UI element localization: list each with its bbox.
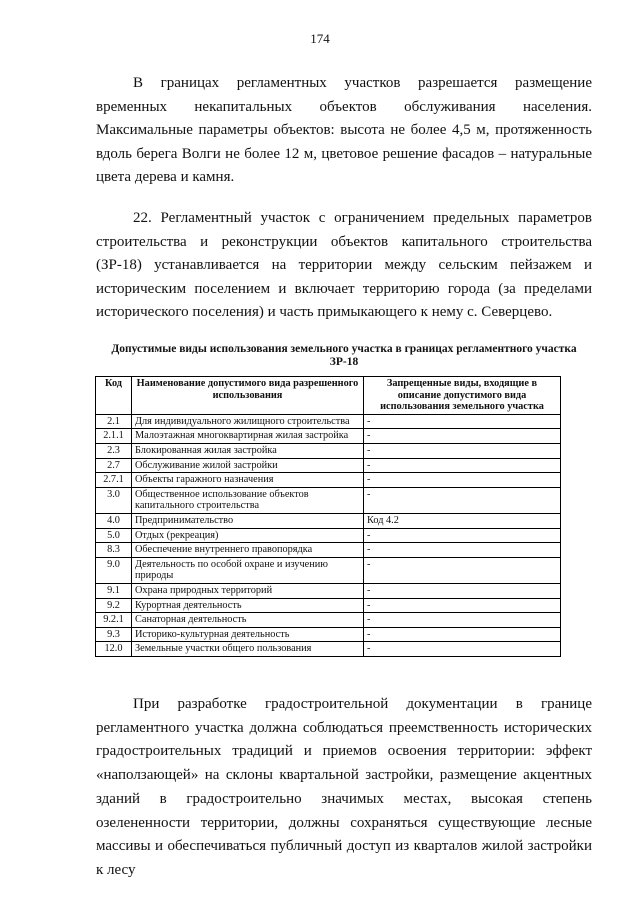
header-name: Наименование допустимого вида разрешенного использования bbox=[132, 377, 364, 415]
table-row bbox=[96, 627, 561, 642]
permitted-uses-table bbox=[95, 376, 561, 657]
cell-name: Общественное использование объектов капитального строительства bbox=[132, 487, 364, 513]
page-number: 174 bbox=[310, 31, 330, 46]
table-row bbox=[96, 642, 561, 657]
cell-code: 2.1 bbox=[96, 414, 132, 429]
table-row bbox=[96, 513, 561, 528]
cell-forbidden: - bbox=[364, 487, 561, 513]
cell-code: 2.7 bbox=[96, 458, 132, 473]
table-row bbox=[96, 528, 561, 543]
table-row bbox=[96, 543, 561, 558]
header-forbidden: Запрещенные виды, входящие в описание допустимого вида использования земельного участка bbox=[364, 377, 561, 415]
table-row bbox=[96, 414, 561, 429]
cell-name: Обслуживание жилой застройки bbox=[132, 458, 364, 473]
cell-forbidden: - bbox=[364, 528, 561, 543]
table-row bbox=[96, 583, 561, 598]
cell-forbidden: Код 4.2 bbox=[364, 513, 561, 528]
cell-name: Обеспечение внутреннего правопорядка bbox=[132, 543, 364, 558]
header-code: Код bbox=[96, 377, 132, 415]
table-row bbox=[96, 429, 561, 444]
cell-code: 2.3 bbox=[96, 443, 132, 458]
cell-forbidden: - bbox=[364, 458, 561, 473]
cell-code: 12.0 bbox=[96, 642, 132, 657]
cell-code: 9.0 bbox=[96, 557, 132, 583]
table-row bbox=[96, 443, 561, 458]
cell-name: Предпринимательство bbox=[132, 513, 364, 528]
cell-code: 3.0 bbox=[96, 487, 132, 513]
cell-name: Блокированная жилая застройка bbox=[132, 443, 364, 458]
cell-forbidden: - bbox=[364, 642, 561, 657]
paragraph-zr18-description: 22. Регламентный участок с ограничением предельных параметров строительства и реконструкции объектов капитального строительства (ЗР-18) устанавливается на территории между сельским пейзажем и историческим поселением и включает территорию города (за пределами исторического поселения) и часть примыкающего к нему с. Северцево. bbox=[96, 210, 592, 320]
table-title: Допустимые виды использования земельного участка в границах регламентного участка ЗР-18 bbox=[111, 343, 577, 368]
cell-name: Деятельность по особой охране и изучению природы bbox=[132, 557, 364, 583]
cell-code: 9.2 bbox=[96, 598, 132, 613]
cell-code: 8.3 bbox=[96, 543, 132, 558]
table-row bbox=[96, 598, 561, 613]
cell-name: Курортная деятельность bbox=[132, 598, 364, 613]
table-row bbox=[96, 473, 561, 488]
cell-forbidden: - bbox=[364, 583, 561, 598]
cell-forbidden: - bbox=[364, 429, 561, 444]
cell-name: Охрана природных территорий bbox=[132, 583, 364, 598]
cell-forbidden: - bbox=[364, 414, 561, 429]
cell-forbidden: - bbox=[364, 543, 561, 558]
cell-forbidden: - bbox=[364, 473, 561, 488]
cell-code: 9.3 bbox=[96, 627, 132, 642]
table-header-row bbox=[96, 377, 561, 415]
cell-name: Земельные участки общего пользования bbox=[132, 642, 364, 657]
paragraph-planning-requirements bbox=[96, 693, 592, 883]
cell-forbidden: - bbox=[364, 613, 561, 628]
cell-code: 2.7.1 bbox=[96, 473, 132, 488]
paragraph-temporary-objects: В границах регламентных участков разрешается размещение временных некапитальных объектов обслуживания населения. Максимальные параметры объектов: высота не более 4,5 м, протяженность вдоль берега Волги не более 12 м, цветовое решение фасадов – натуральные цвета дерева и камня. bbox=[96, 75, 592, 185]
table-row bbox=[96, 458, 561, 473]
table-row bbox=[96, 557, 561, 583]
cell-code: 9.2.1 bbox=[96, 613, 132, 628]
cell-code: 5.0 bbox=[96, 528, 132, 543]
cell-forbidden: - bbox=[364, 443, 561, 458]
cell-name: Историко-культурная деятельность bbox=[132, 627, 364, 642]
cell-forbidden: - bbox=[364, 557, 561, 583]
cell-name: Отдых (рекреация) bbox=[132, 528, 364, 543]
cell-name: Объекты гаражного назначения bbox=[132, 473, 364, 488]
cell-name: Малоэтажная многоквартирная жилая застройка bbox=[132, 429, 364, 444]
cell-forbidden: - bbox=[364, 627, 561, 642]
table-row bbox=[96, 613, 561, 628]
cell-code: 2.1.1 bbox=[96, 429, 132, 444]
cell-code: 4.0 bbox=[96, 513, 132, 528]
cell-name: Санаторная деятельность bbox=[132, 613, 364, 628]
paragraph3-text: При разработке градостроительной документации в границе регламентного участка должна соблюдаться преемственность исторических градостроительных традиций и приемов освоения территории: эффект «наползающей» на склоны квартальной застройки, размещение акцентных зданий в градостроительно значимых местах, высокая степень озелененности территории, должны сохраняться существующие лесные массивы и обеспечиваться публичный доступ из кварталов жилой застройки к лесу bbox=[96, 696, 592, 878]
cell-name: Для индивидуального жилищного строительства bbox=[132, 414, 364, 429]
cell-code: 9.1 bbox=[96, 583, 132, 598]
table-row bbox=[96, 487, 561, 513]
cell-forbidden: - bbox=[364, 598, 561, 613]
